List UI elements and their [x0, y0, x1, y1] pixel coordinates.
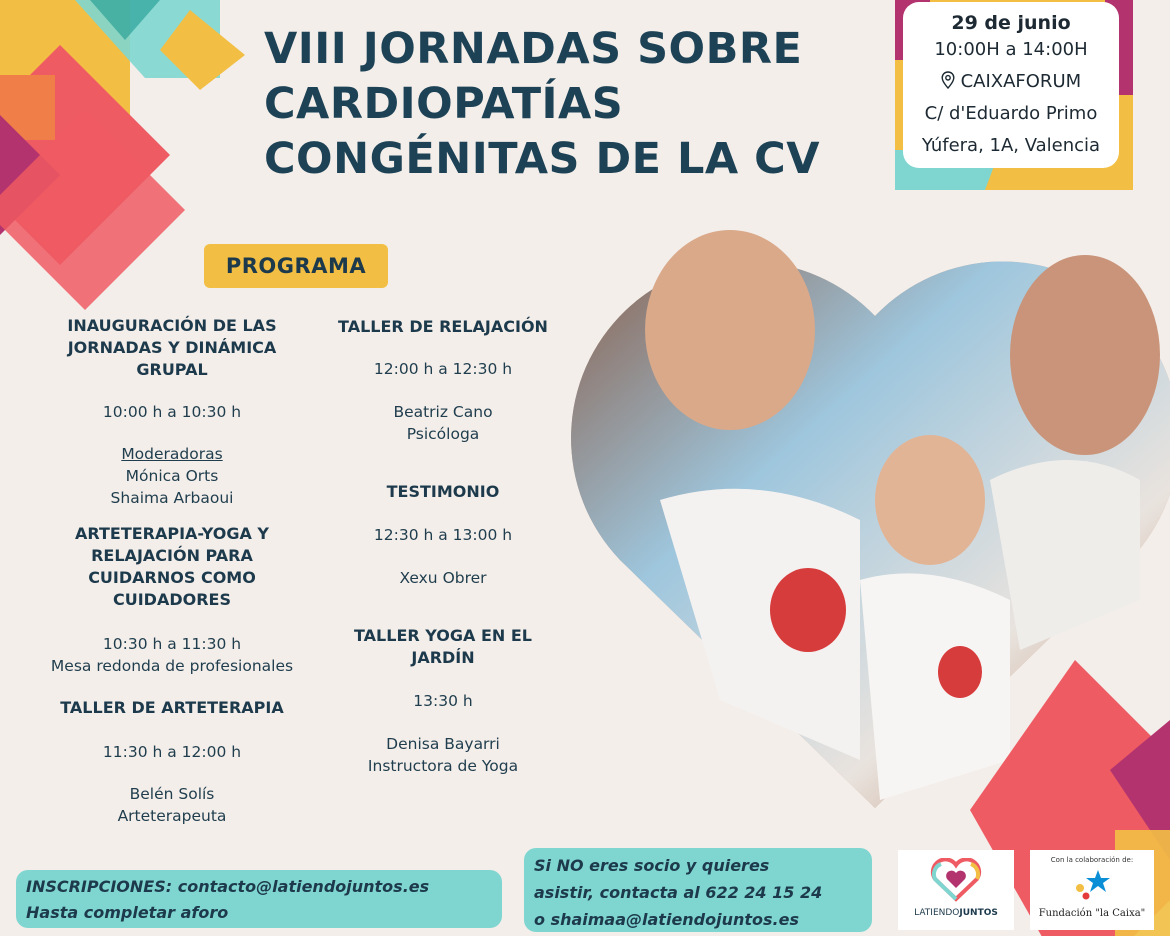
event-title [264, 22, 884, 187]
event-address-1: C/ d'Eduardo Primo [924, 103, 1098, 124]
title-line-2: CARDIOPATÍAS [264, 79, 624, 129]
session-time: 11:30 h a 12:00 h [102, 743, 242, 761]
session-title: TALLER DE ARTETERAPIA [60, 698, 284, 717]
program-badge: PROGRAMA [204, 244, 388, 288]
title-line-1: VIII JORNADAS SOBRE [264, 24, 803, 74]
speaker-name: Mónica Orts [125, 467, 219, 485]
session-title: INAUGURACIÓN DE LAS [67, 316, 277, 335]
photo-face-woman [645, 230, 815, 430]
session-title: RELAJACIÓN PARA [91, 546, 253, 565]
moderators-label: Moderadoras [121, 445, 223, 463]
speaker-role: Arteterapeuta [117, 807, 227, 825]
registration-note [16, 870, 502, 928]
speaker-role: Instructora de Yoga [367, 757, 519, 775]
contact-line-2: asistir, contacta al 622 24 15 24 [534, 883, 823, 902]
speaker-name: Beatriz Cano [393, 403, 493, 421]
photo-strawberry-print [770, 568, 846, 652]
fundacion-text: Fundación "la Caixa" [1038, 908, 1146, 919]
session-title: TALLER YOGA EN EL [354, 626, 532, 645]
session-description: Mesa redonda de profesionales [50, 657, 294, 675]
session-title: CUIDARNOS COMO [88, 568, 256, 587]
session-title: GRUPAL [136, 360, 208, 379]
registration-capacity-line: Hasta completar aforo [26, 903, 229, 922]
collaboration-label: Con la colaboración de: [1050, 856, 1134, 864]
contact-note [524, 848, 872, 932]
heart-logo-icon [929, 858, 983, 902]
photo-strawberry-print-2 [938, 646, 982, 698]
contact-line-1: Si NO eres socio y quieres [534, 856, 770, 875]
event-address-2: Yúfera, 1A, Valencia [921, 135, 1101, 156]
title-line-3: CONGÉNITAS DE LA CV [264, 134, 820, 184]
speaker-name: Xexu Obrer [399, 569, 487, 587]
session-title: JARDÍN [411, 648, 475, 667]
registration-email-line: INSCRIPCIONES: contacto@latiendojuntos.es [26, 877, 430, 896]
event-info-box [903, 2, 1119, 168]
program-left-column [22, 315, 322, 827]
speaker-name: Denisa Bayarri [386, 735, 500, 753]
event-date: 29 de junio [951, 12, 1071, 34]
latiendo-word: LATIENDO [914, 908, 960, 918]
latiendo-juntos-logo [898, 850, 1014, 930]
contact-line-3: o shaimaa@latiendojuntos.es [534, 910, 800, 929]
session-time: 13:30 h [413, 692, 473, 710]
session-title: CUIDADORES [112, 590, 231, 609]
photo-shirt-child [860, 573, 1010, 800]
venue-name: CAIXAFORUM [960, 71, 1082, 92]
event-venue [903, 66, 1119, 98]
speaker-name: Belén Solís [129, 785, 215, 803]
session-time: 12:00 h a 12:30 h [373, 360, 513, 378]
session-time: 10:00 h a 10:30 h [102, 403, 242, 421]
session-title: TESTIMONIO [386, 482, 500, 501]
fundacion-la-caixa-logo [1030, 850, 1154, 930]
speaker-role: Psicóloga [406, 425, 480, 443]
session-time: 10:30 h a 11:30 h [102, 635, 242, 653]
session-title: JORNADAS Y DINÁMICA [67, 338, 277, 357]
location-pin-icon [941, 71, 955, 89]
star-logo-icon [1072, 868, 1112, 902]
latiendo-juntos-text [898, 908, 1014, 918]
session-title: ARTETERAPIA-YOGA Y [74, 524, 269, 543]
photo-face-man [1010, 255, 1160, 455]
event-time: 10:00H a 14:00H [934, 39, 1088, 60]
session-title: TALLER DE RELAJACIÓN [338, 317, 548, 336]
speaker-name: Shaima Arbaoui [110, 489, 234, 507]
program-right-column [318, 316, 568, 777]
session-time: 12:30 h a 13:00 h [373, 526, 513, 544]
juntos-word: JUNTOS [959, 908, 998, 918]
photo-face-child [875, 435, 985, 565]
